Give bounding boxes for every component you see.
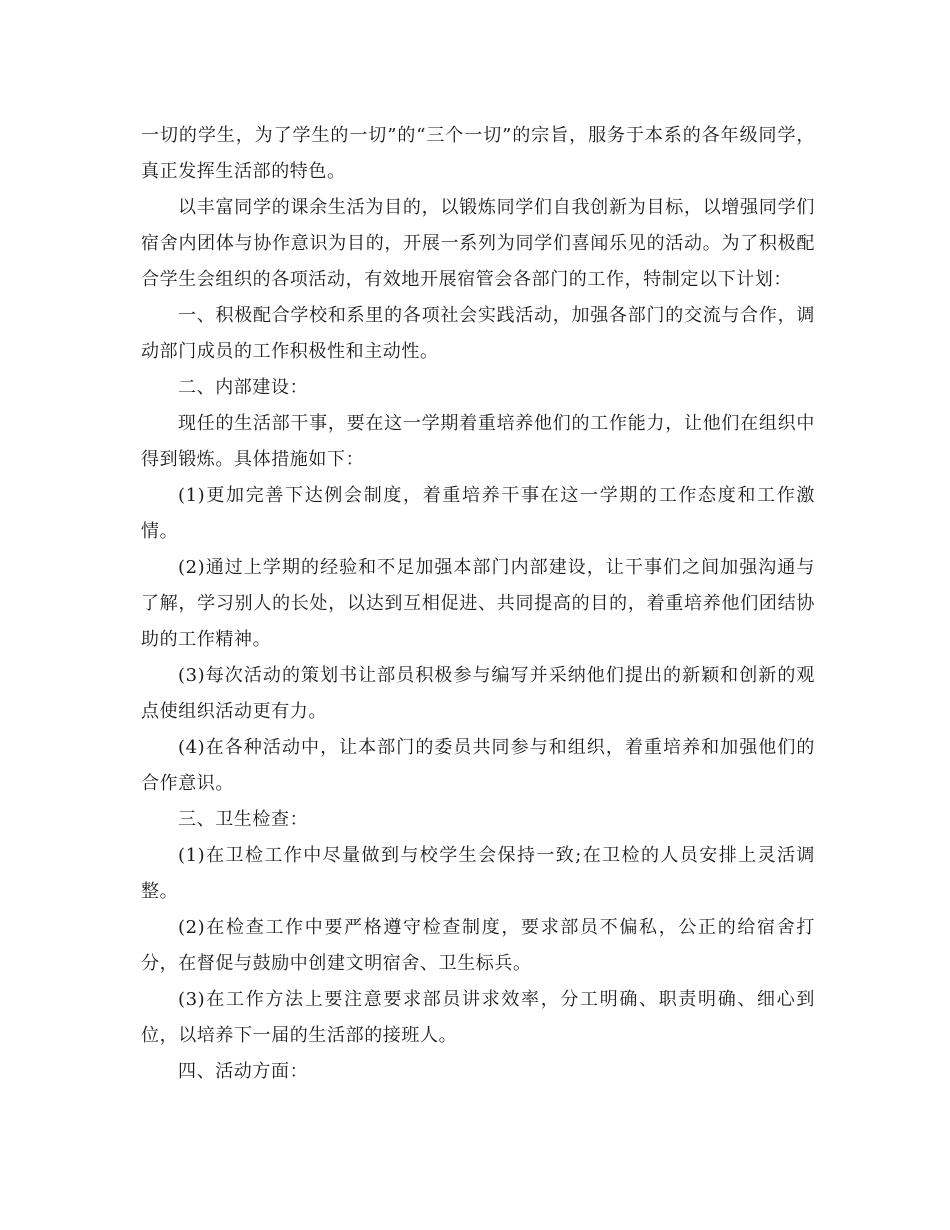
paragraph: 一切的学生，为了学生的一切”的“三个一切”的宗旨，服务于本系的各年级同学，真正发挥生活部的特色。 — [141, 125, 815, 182]
list-item: (3)在工作方法上要注意要求部员讲求效率，分工明确、职责明确、细心到位，以培养下一届的生活部的接班人。 — [141, 989, 815, 1046]
list-item: (4)在各种活动中，让本部门的委员共同参与和组织，着重培养和加强他们的合作意识。 — [141, 737, 815, 794]
paragraph: 一、积极配合学校和系里的各项社会实践活动，加强各部门的交流与合作，调动部门成员的工作积极性和主动性。 — [141, 305, 815, 362]
section-heading: 三、卫生检查： — [178, 809, 309, 830]
document-body — [141, 118, 815, 1090]
paragraph: 现任的生活部干事，要在这一学期着重培养他们的工作能力，让他们在组织中得到锻炼。具体措施如下： — [141, 413, 815, 470]
list-item: (1)更加完善下达例会制度，着重培养干事在这一学期的工作态度和工作激情。 — [141, 485, 815, 542]
list-item: (2)通过上学期的经验和不足加强本部门内部建设，让干事们之间加强沟通与了解，学习别人的长处，以达到互相促进、共同提高的目的，着重培养他们团结协助的工作精神。 — [141, 557, 815, 650]
list-item: (1)在卫检工作中尽量做到与校学生会保持一致;在卫检的人员安排上灵活调整。 — [141, 845, 815, 902]
paragraph: 以丰富同学的课余生活为目的，以锻炼同学们自我创新为目标，以增强同学们宿舍内团体与协作意识为目的，开展一系列为同学们喜闻乐见的活动。为了积极配合学生会组织的各项活动，有效地开展宿管会各部门的工作，特制定以下计划： — [141, 197, 815, 290]
list-item: (3)每次活动的策划书让部员积极参与编写并采纳他们提出的新颖和创新的观点使组织活动更有力。 — [141, 665, 815, 722]
section-heading: 四、活动方面： — [178, 1061, 309, 1082]
section-heading: 二、内部建设： — [178, 377, 309, 398]
list-item: (2)在检查工作中要严格遵守检查制度，要求部员不偏私，公正的给宿舍打分，在督促与鼓励中创建文明宿舍、卫生标兵。 — [141, 917, 815, 974]
